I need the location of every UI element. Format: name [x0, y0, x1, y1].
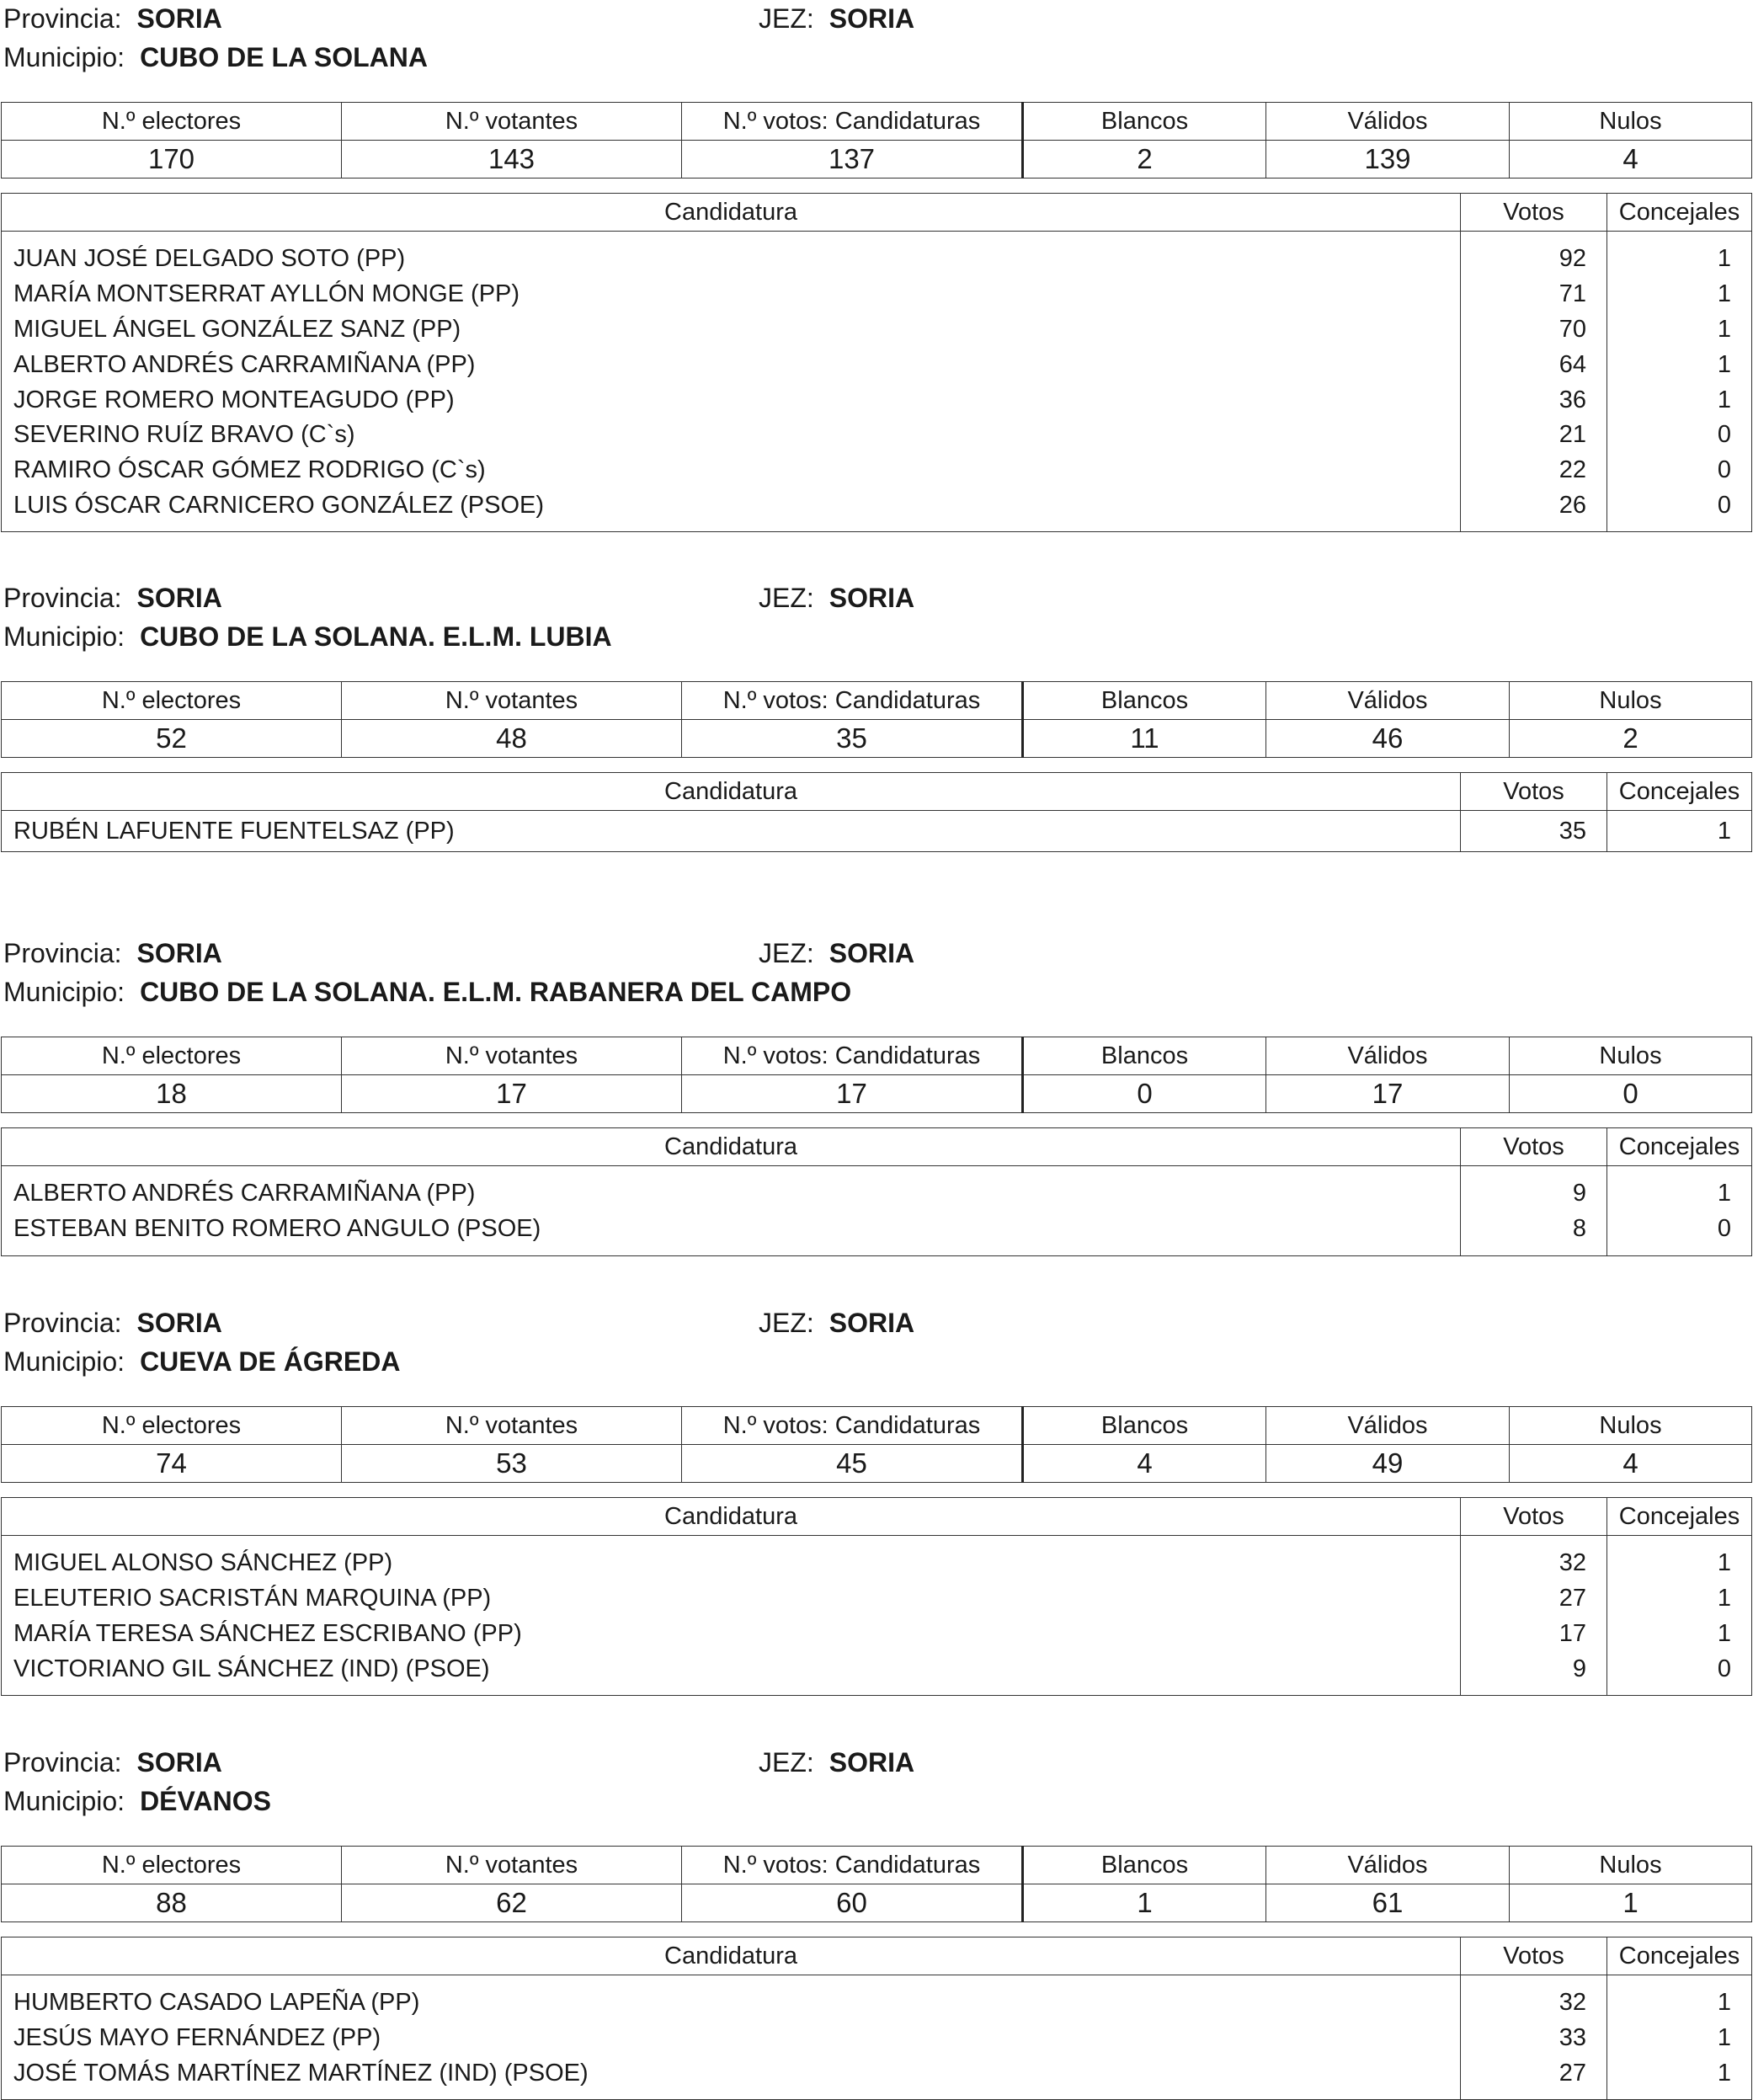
jez-line	[759, 0, 914, 37]
blancos-header: Blancos	[1023, 1037, 1266, 1075]
blancos-header: Blancos	[1023, 1847, 1266, 1884]
nulos-header: Nulos	[1510, 1037, 1752, 1075]
spacer-row	[2, 232, 1752, 243]
votos-candidaturas-value: 35	[682, 720, 1023, 758]
candidate-name: RUBÉN LAFUENTE FUENTELSAZ (PP)	[2, 811, 1461, 852]
municipio-value: CUBO DE LA SOLANA. E.L.M. LUBIA	[140, 621, 612, 652]
blancos-header: Blancos	[1023, 682, 1266, 720]
jez-label: JEZ:	[759, 1747, 814, 1778]
candidate-row	[2, 1985, 1752, 2021]
jez-label: JEZ:	[759, 1308, 814, 1338]
validos-header: Válidos	[1266, 682, 1510, 720]
municipio-line	[3, 1783, 271, 1820]
nulos-header: Nulos	[1510, 103, 1752, 141]
candidate-votos: 9	[1461, 1176, 1607, 1212]
spacer-row	[2, 1247, 1752, 1256]
candidate-votos: 33	[1461, 2021, 1607, 2056]
candidate-votos: 22	[1461, 453, 1607, 488]
candidate-concejales: 1	[1607, 1617, 1752, 1652]
nulos-value: 0	[1510, 1075, 1752, 1113]
electores-value: 170	[2, 141, 342, 179]
validos-value: 17	[1266, 1075, 1510, 1113]
candidate-concejales: 1	[1607, 811, 1752, 852]
concejales-header: Concejales	[1607, 1498, 1752, 1536]
candidates-table	[1, 1127, 1752, 1256]
spacer-row	[2, 1975, 1752, 1986]
spacer-row	[2, 1687, 1752, 1696]
votos-candidaturas-header: N.º votos: Candidaturas	[682, 1407, 1023, 1445]
candidate-votos: 35	[1461, 811, 1607, 852]
jez-line	[759, 1744, 914, 1781]
stats-table	[1, 1846, 1752, 1922]
validos-value: 49	[1266, 1445, 1510, 1483]
votos-candidaturas-value: 17	[682, 1075, 1023, 1113]
municipio-label: Municipio:	[3, 977, 125, 1007]
candidate-concejales: 1	[1607, 2056, 1752, 2092]
jez-label: JEZ:	[759, 938, 814, 968]
candidate-row	[2, 242, 1752, 277]
electores-header: N.º electores	[2, 1037, 342, 1075]
provincia-label: Provincia:	[3, 1747, 122, 1778]
candidate-concejales: 1	[1607, 1581, 1752, 1617]
stats-table	[1, 1406, 1752, 1483]
candidates-table	[1, 772, 1752, 852]
jez-value: SORIA	[829, 583, 915, 613]
votos-candidaturas-header: N.º votos: Candidaturas	[682, 1037, 1023, 1075]
candidate-row	[2, 2021, 1752, 2056]
spacer-row	[2, 1536, 1752, 1547]
provincia-line	[3, 1304, 222, 1341]
candidate-votos: 36	[1461, 382, 1607, 418]
candidate-name: VICTORIANO GIL SÁNCHEZ (IND) (PSOE)	[2, 1651, 1461, 1687]
candidate-name: JORGE ROMERO MONTEAGUDO (PP)	[2, 382, 1461, 418]
stats-table	[1, 681, 1752, 758]
candidate-row	[2, 1212, 1752, 1247]
candidate-concejales: 1	[1607, 1176, 1752, 1212]
municipio-line	[3, 39, 428, 76]
nulos-header: Nulos	[1510, 1407, 1752, 1445]
validos-header: Válidos	[1266, 1847, 1510, 1884]
municipio-line	[3, 618, 612, 655]
votantes-header: N.º votantes	[342, 1847, 682, 1884]
electores-header: N.º electores	[2, 103, 342, 141]
candidate-votos: 21	[1461, 418, 1607, 453]
municipio-value: DÉVANOS	[140, 1786, 271, 1816]
candidate-row	[2, 312, 1752, 348]
candidate-votos: 92	[1461, 242, 1607, 277]
nulos-header: Nulos	[1510, 1847, 1752, 1884]
blancos-value: 4	[1023, 1445, 1266, 1483]
candidate-votos: 27	[1461, 1581, 1607, 1617]
candidate-name: SEVERINO RUÍZ BRAVO (C`s)	[2, 418, 1461, 453]
stats-table	[1, 102, 1752, 179]
jez-value: SORIA	[829, 3, 915, 34]
candidate-name: MARÍA TERESA SÁNCHEZ ESCRIBANO (PP)	[2, 1617, 1461, 1652]
electores-value: 88	[2, 1884, 342, 1922]
blancos-value: 1	[1023, 1884, 1266, 1922]
votantes-header: N.º votantes	[342, 1037, 682, 1075]
candidate-name: JESÚS MAYO FERNÁNDEZ (PP)	[2, 2021, 1461, 2056]
candidate-votos: 27	[1461, 2056, 1607, 2092]
votos-candidaturas-value: 45	[682, 1445, 1023, 1483]
candidate-concejales: 0	[1607, 453, 1752, 488]
candidate-votos: 70	[1461, 312, 1607, 348]
electores-value: 52	[2, 720, 342, 758]
candidate-concejales: 1	[1607, 242, 1752, 277]
jez-value: SORIA	[829, 938, 915, 968]
electores-value: 74	[2, 1445, 342, 1483]
municipio-value: CUBO DE LA SOLANA	[140, 42, 428, 72]
provincia-line	[3, 0, 222, 37]
jez-value: SORIA	[829, 1747, 915, 1778]
candidate-name: ESTEBAN BENITO ROMERO ANGULO (PSOE)	[2, 1212, 1461, 1247]
votantes-header: N.º votantes	[342, 682, 682, 720]
votos-header: Votos	[1461, 1937, 1607, 1975]
candidate-votos: 17	[1461, 1617, 1607, 1652]
candidate-name: LUIS ÓSCAR CARNICERO GONZÁLEZ (PSOE)	[2, 488, 1461, 524]
candidate-concejales: 1	[1607, 382, 1752, 418]
candidate-row	[2, 1651, 1752, 1687]
municipio-label: Municipio:	[3, 42, 125, 72]
candidatura-header: Candidatura	[2, 1128, 1461, 1166]
candidatura-header: Candidatura	[2, 194, 1461, 232]
electores-value: 18	[2, 1075, 342, 1113]
provincia-value: SORIA	[136, 1308, 222, 1338]
candidates-table	[1, 1937, 1752, 2100]
nulos-value: 2	[1510, 720, 1752, 758]
nulos-header: Nulos	[1510, 682, 1752, 720]
candidate-row	[2, 277, 1752, 312]
municipio-value: CUBO DE LA SOLANA. E.L.M. RABANERA DEL CAMPO	[140, 977, 852, 1007]
municipio-label: Municipio:	[3, 621, 125, 652]
candidate-row	[2, 453, 1752, 488]
candidate-votos: 26	[1461, 488, 1607, 524]
stats-table	[1, 1037, 1752, 1113]
jez-label: JEZ:	[759, 583, 814, 613]
candidate-votos: 32	[1461, 1985, 1607, 2021]
concejales-header: Concejales	[1607, 773, 1752, 811]
validos-header: Válidos	[1266, 1407, 1510, 1445]
candidate-votos: 71	[1461, 277, 1607, 312]
provincia-value: SORIA	[136, 1747, 222, 1778]
provincia-label: Provincia:	[3, 1308, 122, 1338]
candidate-name: RAMIRO ÓSCAR GÓMEZ RODRIGO (C`s)	[2, 453, 1461, 488]
votos-header: Votos	[1461, 194, 1607, 232]
candidate-votos: 9	[1461, 1651, 1607, 1687]
candidate-concejales: 0	[1607, 488, 1752, 524]
votos-header: Votos	[1461, 773, 1607, 811]
candidate-concejales: 1	[1607, 1985, 1752, 2021]
candidate-row	[2, 488, 1752, 524]
jez-line	[759, 1304, 914, 1341]
electores-header: N.º electores	[2, 1847, 342, 1884]
validos-value: 139	[1266, 141, 1510, 179]
provincia-label: Provincia:	[3, 3, 122, 34]
votos-header: Votos	[1461, 1498, 1607, 1536]
candidate-concejales: 1	[1607, 312, 1752, 348]
provincia-label: Provincia:	[3, 583, 122, 613]
votantes-value: 53	[342, 1445, 682, 1483]
validos-value: 46	[1266, 720, 1510, 758]
candidatura-header: Candidatura	[2, 1498, 1461, 1536]
candidate-concejales: 1	[1607, 2021, 1752, 2056]
municipio-value: CUEVA DE ÁGREDA	[140, 1346, 401, 1377]
provincia-value: SORIA	[136, 3, 222, 34]
jez-line	[759, 579, 914, 616]
votos-header: Votos	[1461, 1128, 1607, 1166]
votantes-value: 48	[342, 720, 682, 758]
validos-value: 61	[1266, 1884, 1510, 1922]
candidate-concejales: 1	[1607, 277, 1752, 312]
candidate-row	[2, 1176, 1752, 1212]
votantes-value: 17	[342, 1075, 682, 1113]
blancos-header: Blancos	[1023, 103, 1266, 141]
provincia-line	[3, 935, 222, 972]
municipio-label: Municipio:	[3, 1346, 125, 1377]
provincia-line	[3, 1744, 222, 1781]
blancos-header: Blancos	[1023, 1407, 1266, 1445]
electores-header: N.º electores	[2, 1407, 342, 1445]
votos-candidaturas-value: 60	[682, 1884, 1023, 1922]
votantes-header: N.º votantes	[342, 1407, 682, 1445]
candidate-name: HUMBERTO CASADO LAPEÑA (PP)	[2, 1985, 1461, 2021]
candidate-name: MIGUEL ÁNGEL GONZÁLEZ SANZ (PP)	[2, 312, 1461, 348]
nulos-value: 4	[1510, 141, 1752, 179]
blancos-value: 11	[1023, 720, 1266, 758]
candidate-name: MIGUEL ALONSO SÁNCHEZ (PP)	[2, 1546, 1461, 1581]
candidate-name: ALBERTO ANDRÉS CARRAMIÑANA (PP)	[2, 347, 1461, 382]
validos-header: Válidos	[1266, 1037, 1510, 1075]
candidate-name: ELEUTERIO SACRISTÁN MARQUINA (PP)	[2, 1581, 1461, 1617]
candidate-votos: 8	[1461, 1212, 1607, 1247]
candidate-concejales: 0	[1607, 1212, 1752, 1247]
votos-candidaturas-value: 137	[682, 141, 1023, 179]
electores-header: N.º electores	[2, 682, 342, 720]
provincia-value: SORIA	[136, 938, 222, 968]
candidate-name: ALBERTO ANDRÉS CARRAMIÑANA (PP)	[2, 1176, 1461, 1212]
candidate-row	[2, 418, 1752, 453]
candidate-row	[2, 811, 1752, 852]
jez-line	[759, 935, 914, 972]
candidate-concejales: 1	[1607, 1546, 1752, 1581]
votantes-value: 143	[342, 141, 682, 179]
candidate-concejales: 0	[1607, 1651, 1752, 1687]
concejales-header: Concejales	[1607, 1937, 1752, 1975]
votos-candidaturas-header: N.º votos: Candidaturas	[682, 103, 1023, 141]
provincia-line	[3, 579, 222, 616]
candidate-row	[2, 347, 1752, 382]
provincia-value: SORIA	[136, 583, 222, 613]
votantes-header: N.º votantes	[342, 103, 682, 141]
candidate-concejales: 0	[1607, 418, 1752, 453]
spacer-row	[2, 523, 1752, 532]
candidate-name: MARÍA MONTSERRAT AYLLÓN MONGE (PP)	[2, 277, 1461, 312]
municipio-line	[3, 1343, 400, 1380]
candidate-row	[2, 2056, 1752, 2092]
candidate-concejales: 1	[1607, 347, 1752, 382]
provincia-label: Provincia:	[3, 938, 122, 968]
spacer-row	[2, 2091, 1752, 2100]
nulos-value: 4	[1510, 1445, 1752, 1483]
nulos-value: 1	[1510, 1884, 1752, 1922]
concejales-header: Concejales	[1607, 1128, 1752, 1166]
spacer-row	[2, 1166, 1752, 1177]
candidate-row	[2, 1617, 1752, 1652]
concejales-header: Concejales	[1607, 194, 1752, 232]
jez-label: JEZ:	[759, 3, 814, 34]
municipio-line	[3, 973, 851, 1010]
candidates-table	[1, 1497, 1752, 1696]
candidate-row	[2, 382, 1752, 418]
candidate-votos: 64	[1461, 347, 1607, 382]
candidate-row	[2, 1546, 1752, 1581]
blancos-value: 2	[1023, 141, 1266, 179]
candidatura-header: Candidatura	[2, 773, 1461, 811]
blancos-value: 0	[1023, 1075, 1266, 1113]
candidate-name: JUAN JOSÉ DELGADO SOTO (PP)	[2, 242, 1461, 277]
candidatura-header: Candidatura	[2, 1937, 1461, 1975]
votos-candidaturas-header: N.º votos: Candidaturas	[682, 682, 1023, 720]
municipio-label: Municipio:	[3, 1786, 125, 1816]
votantes-value: 62	[342, 1884, 682, 1922]
candidate-votos: 32	[1461, 1546, 1607, 1581]
candidate-row	[2, 1581, 1752, 1617]
validos-header: Válidos	[1266, 103, 1510, 141]
votos-candidaturas-header: N.º votos: Candidaturas	[682, 1847, 1023, 1884]
candidate-name: JOSÉ TOMÁS MARTÍNEZ MARTÍNEZ (IND) (PSOE)	[2, 2056, 1461, 2092]
candidates-table	[1, 193, 1752, 532]
jez-value: SORIA	[829, 1308, 915, 1338]
